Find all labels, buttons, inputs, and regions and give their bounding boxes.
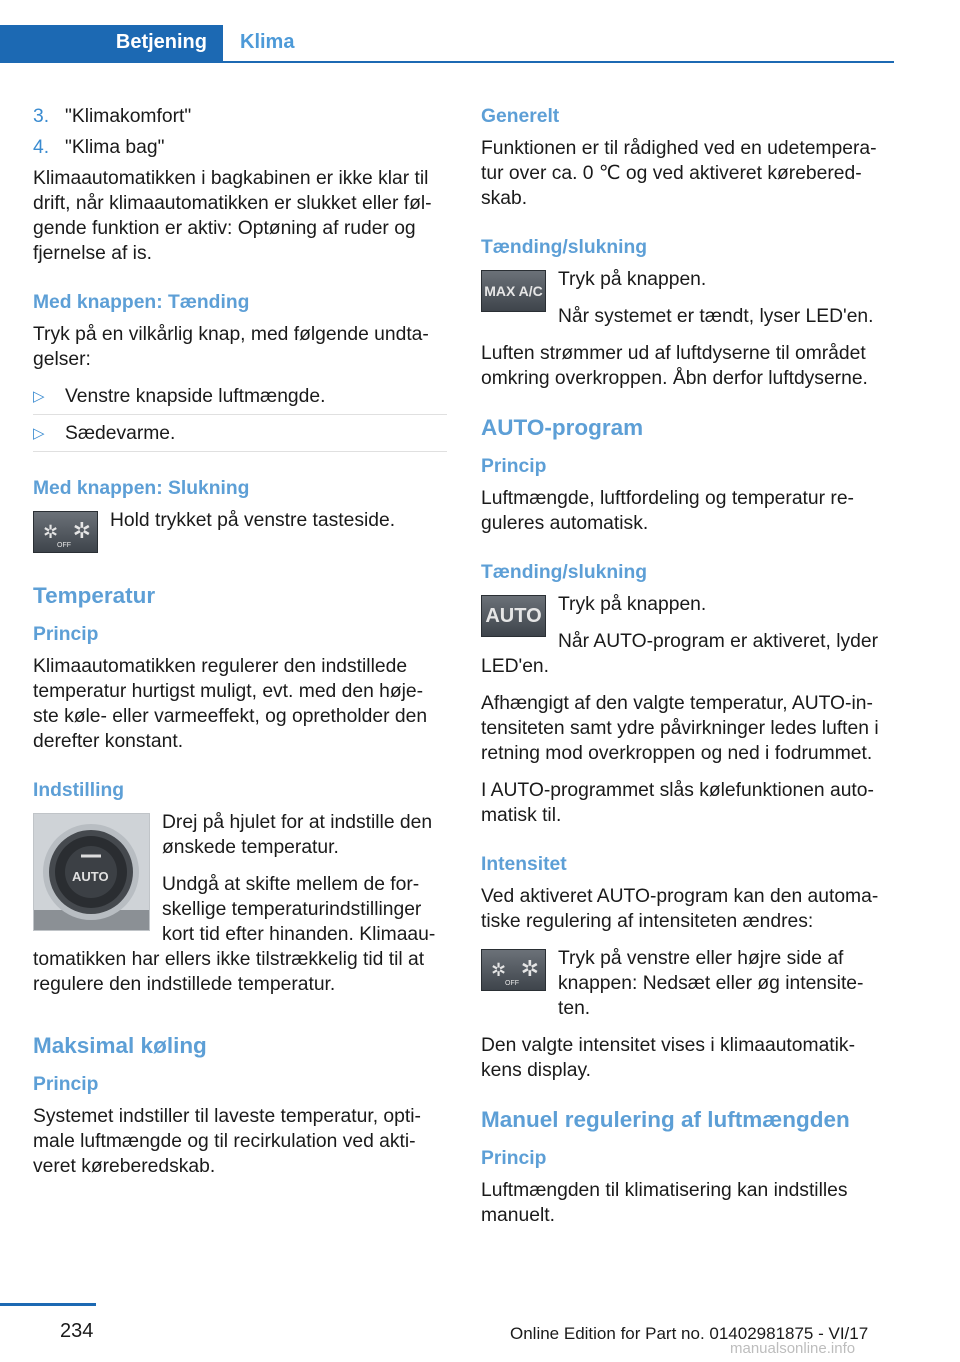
list-item	[33, 135, 447, 160]
intro-paragraph: Klimaautomatikken i bagkabinen er ikke klar til drift, når klimaautomatikken er slukket eller føl-gende funktion er aktiv: Optøning af ruder og fjernelse af is.	[33, 168, 432, 264]
list-text: "Klima bag"	[65, 137, 165, 158]
int-disp-paragraph: Den valgte intensitet vises i klimaautomatik-kens display.	[481, 1035, 855, 1081]
heading-taending-slukning: Tænding/slukning	[481, 562, 648, 583]
triangle-bullet-icon: ▷	[33, 425, 45, 442]
small-fan-icon: ✲	[491, 960, 507, 980]
list-text: "Klimakomfort"	[65, 106, 192, 127]
tab-betjening[interactable]	[0, 25, 223, 61]
fan-off-button-icon	[481, 949, 546, 991]
heading-intensitet: Intensitet	[481, 854, 567, 875]
page-number: 234	[60, 1320, 94, 1342]
max-paragraph: Systemet indstiller til laveste temperatur, opti-male luftmængde og til recirkulation ved akti-veret køreberedskab.	[33, 1106, 421, 1177]
int-paragraph: Ved aktiveret AUTO-program kan den automa-tiske regulering af intensiteten ændres:	[481, 886, 879, 932]
ts1-paragraph-b: Når systemet er tændt, lyser LED'en.	[558, 306, 874, 327]
afh-paragraph: Afhængigt af den valgte temperatur, AUTO-in-tensiteten samt ydre påvirkninger ledes luften i retning mod overkroppen og ned i fodrummet.	[481, 693, 879, 764]
heading-auto-program: AUTO-program	[481, 415, 644, 440]
right-column	[481, 104, 895, 1240]
off-paragraph: Hold trykket på venstre tasteside.	[110, 510, 396, 531]
bullet-text: Venstre knapside luftmængde.	[65, 386, 326, 407]
heading-princip: Princip	[33, 1074, 99, 1095]
list-number: 3.	[33, 106, 50, 127]
small-fan-icon: ✲	[43, 522, 59, 542]
list-item	[33, 104, 447, 129]
heading-manuel-regulering: Manuel regulering af luftmængden	[481, 1107, 850, 1132]
temp-paragraph: Klimaautomatikken regulerer den indstillede temperatur hurtigst muligt, evt. med den høje-ste køle- eller varmeeffekt, og opretholder den derefter konstant.	[33, 656, 428, 752]
man-paragraph: Luftmængden til klimatisering kan indstilles manuelt.	[481, 1180, 848, 1226]
heading-off: Med knappen: Slukning	[33, 478, 250, 499]
header-tabs	[0, 25, 894, 63]
footer-rule	[0, 1303, 96, 1306]
gen-paragraph: Funktionen er til rådighed ved en udetempera-tur over ca. 0 ℃ og ved aktiveret kørebered-skab.	[481, 138, 877, 209]
auto-paragraph: Luftmængde, luftfordeling og temperatur re-guleres automatisk.	[481, 488, 854, 534]
bullet-item	[33, 384, 447, 415]
luft-paragraph: Luften strømmer ud af luftdyserne til området omkring overkroppen. Åbn derfor luftdyserne.	[481, 343, 868, 389]
watermark: manualsonline.info	[730, 1340, 856, 1357]
fan-off-button-icon	[33, 511, 98, 553]
off-label: OFF	[505, 980, 519, 987]
heading-indstilling: Indstilling	[33, 780, 125, 801]
tab-betjening-label: Betjening	[115, 31, 207, 53]
large-fan-icon: ✲	[72, 518, 91, 543]
heading-generelt: Generelt	[481, 106, 560, 127]
temperature-knob-image	[33, 813, 150, 931]
off-label: OFF	[57, 542, 71, 549]
heading-maksimal-koling: Maksimal køling	[33, 1033, 207, 1058]
ts1-paragraph-a: Tryk på knappen.	[558, 269, 707, 290]
triangle-bullet-icon: ▷	[33, 388, 45, 405]
heading-taending-slukning: Tænding/slukning	[481, 237, 648, 258]
large-fan-icon: ✲	[520, 956, 539, 981]
list-number: 4.	[33, 137, 50, 158]
ts2-paragraph-b: Når AUTO-program er aktiveret, lyder LED'en.	[481, 631, 879, 677]
heading-temperatur: Temperatur	[33, 583, 156, 608]
auto2-paragraph: I AUTO-programmet slås kølefunktionen auto-matisk til.	[481, 780, 874, 826]
on-paragraph: Tryk på en vilkårlig knap, med følgende undta-gelser:	[33, 324, 429, 370]
heading-on: Med knappen: Tænding	[33, 292, 250, 313]
heading-princip: Princip	[33, 624, 99, 645]
heading-princip: Princip	[481, 1148, 547, 1169]
int-btn-paragraph: Tryk på venstre eller højre side af knappen: Nedsæt eller øg intensite-ten.	[558, 948, 864, 1019]
max-ac-button-icon: MAX A/C	[481, 270, 546, 312]
left-column	[33, 104, 447, 1191]
tab-klima[interactable]: Klima	[240, 31, 295, 53]
indst-paragraph-1: Drej på hjulet for at indstille den ønskede temperatur.	[162, 812, 433, 858]
heading-princip: Princip	[481, 456, 547, 477]
indst-paragraph-2: Undgå at skifte mellem de for-skellige temperaturindstillinger kort tid efter hinanden. Klimaau-tomatikken har ellers ikke tilstrækkelig tid til at regulere den indstillede temperatur.	[33, 874, 436, 995]
knob-auto-label: AUTO	[72, 869, 109, 884]
edition-text: Online Edition for Part no. 01402981875 - VI/17	[510, 1324, 869, 1343]
bullet-text: Sædevarme.	[65, 423, 176, 444]
bullet-item	[33, 421, 447, 452]
auto-button-icon: AUTO	[481, 595, 546, 637]
ts2-paragraph-a: Tryk på knappen.	[558, 594, 707, 615]
